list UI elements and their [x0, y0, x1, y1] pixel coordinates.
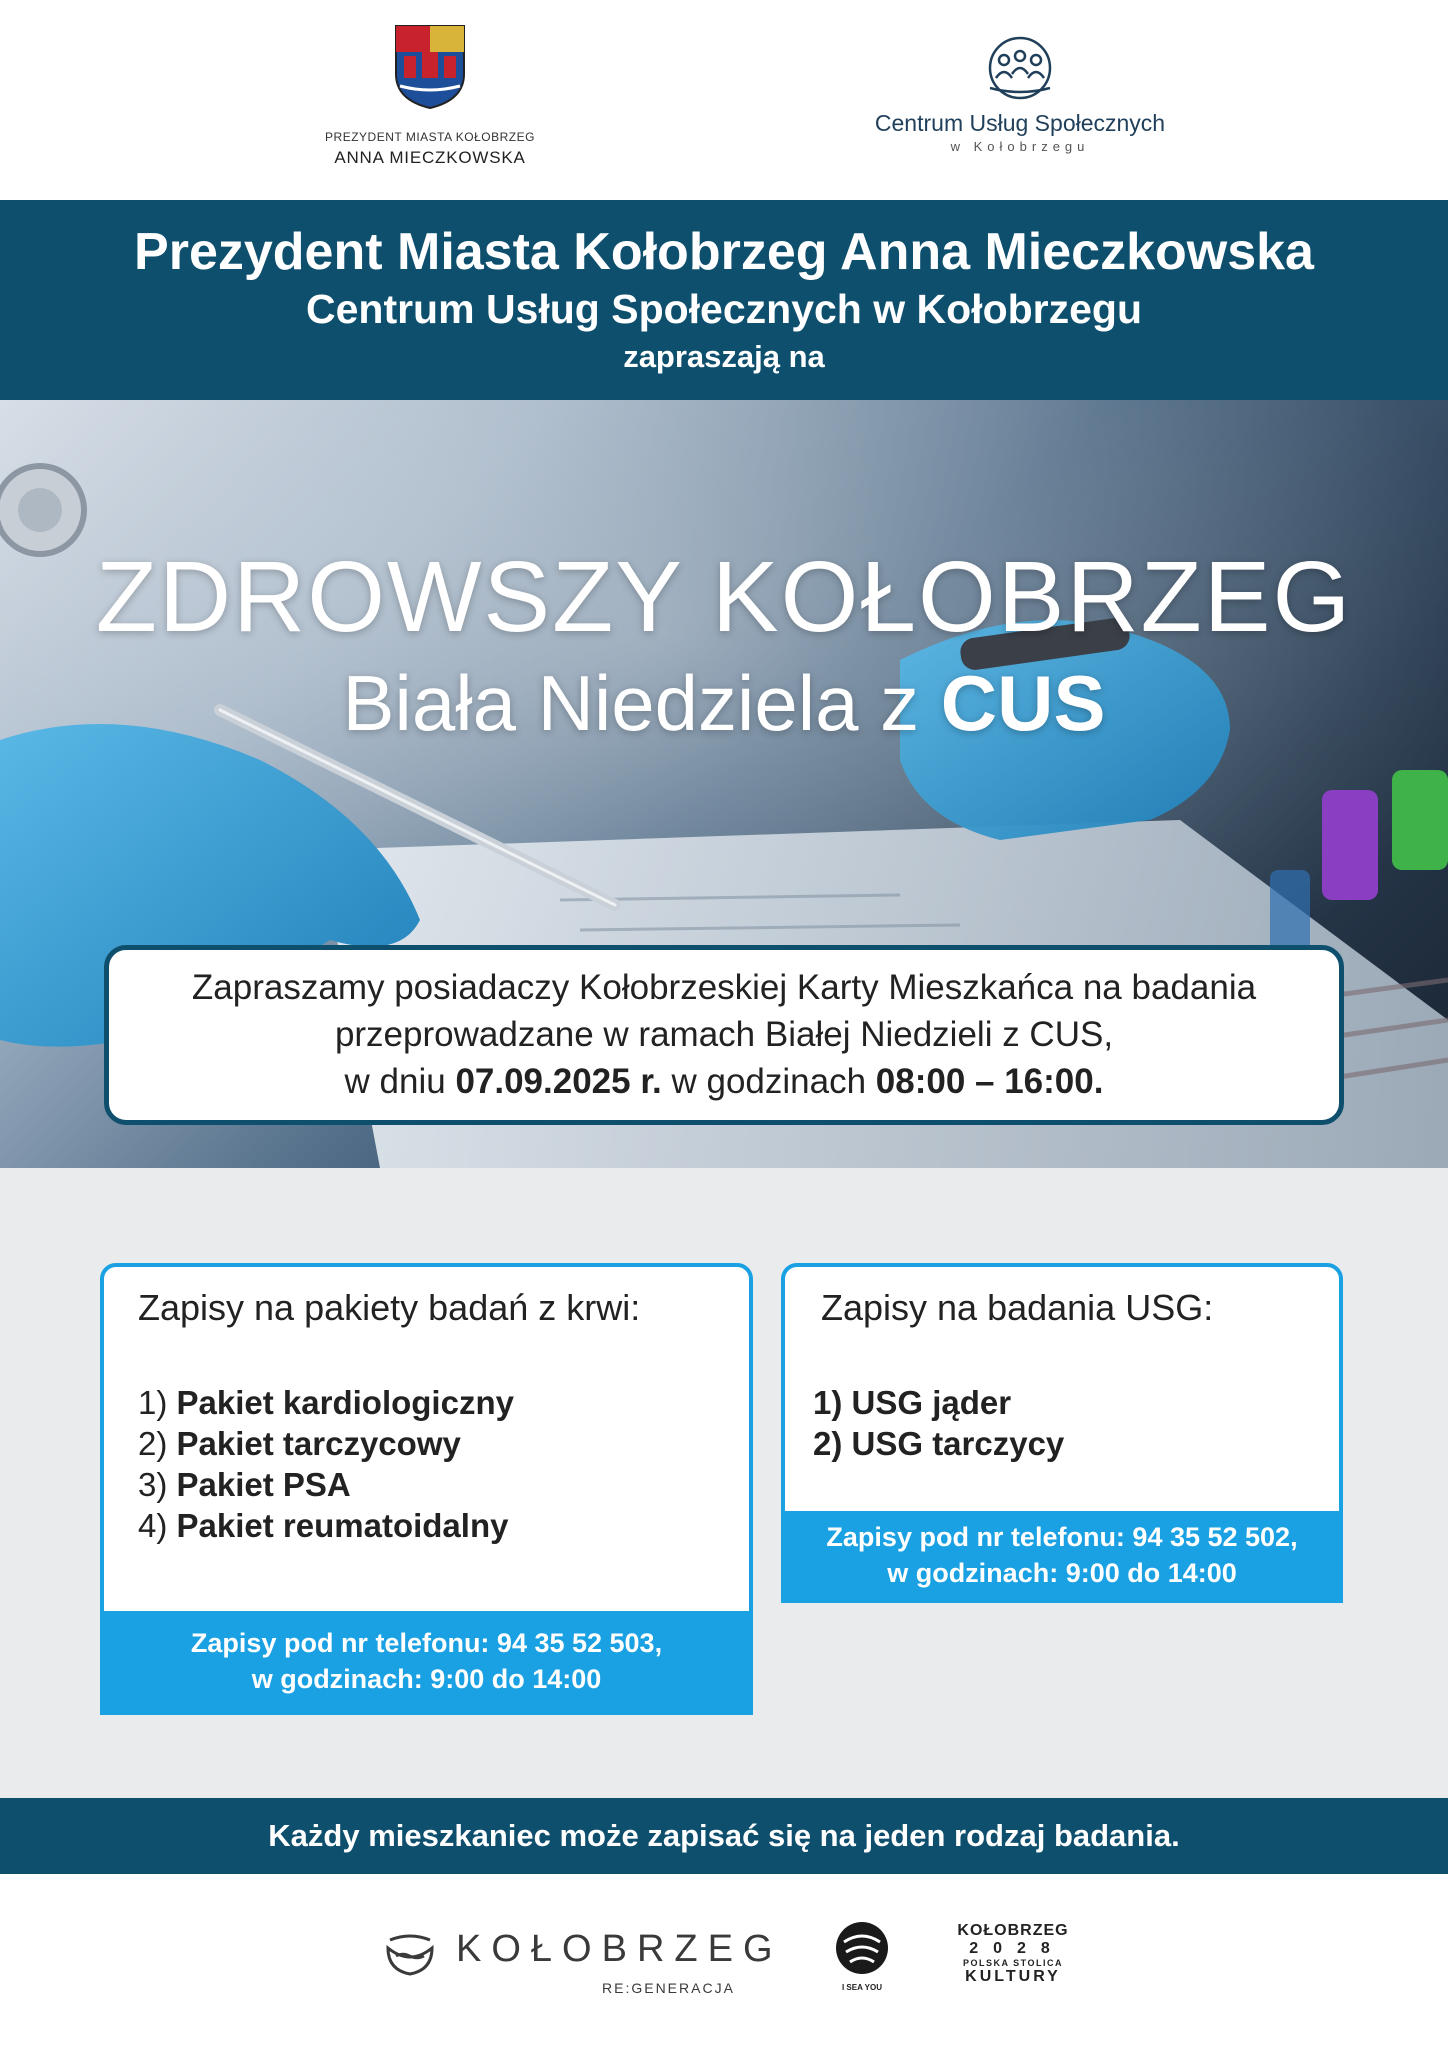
list-item-num: 4) — [138, 1507, 177, 1544]
hero-section — [0, 400, 1448, 1168]
blood-tests-hours: w godzinach: 9:00 do 14:00 — [251, 1664, 602, 1694]
header-organizer-1: Prezydent Miasta Kołobrzeg Anna Mieczkowska — [134, 223, 1314, 281]
cus-logo-line1: Centrum Usług Społecznych — [874, 110, 1166, 136]
people-circle-icon — [982, 36, 1058, 106]
header-invite: zapraszają na — [623, 339, 825, 374]
cus-logo — [860, 36, 1180, 154]
eye-waves-icon — [834, 1920, 890, 1976]
blood-tests-card — [100, 1263, 753, 1715]
list-item — [138, 1464, 514, 1505]
president-logo — [320, 22, 540, 168]
invite-date: 07.09.2025 r. — [455, 1062, 662, 1101]
list-item-num: 3) — [138, 1466, 177, 1503]
usg-list — [813, 1382, 1064, 1464]
list-item — [813, 1382, 1064, 1423]
usg-phone: Zapisy pod nr telefonu: 94 35 52 502, — [826, 1522, 1298, 1552]
invite-line3-prefix: w dniu — [344, 1062, 456, 1101]
registration-section — [0, 1168, 1448, 1798]
president-logo-line1: PREZYDENT MIASTA KOŁOBRZEG — [325, 130, 535, 144]
waves-badge-icon — [384, 1926, 436, 1978]
list-item-label: Pakiet kardiologiczny — [176, 1384, 514, 1421]
city-crest-icon — [392, 22, 468, 110]
event-subtitle — [0, 658, 1448, 749]
usg-hours: w godzinach: 9:00 do 14:00 — [887, 1558, 1237, 1588]
usg-contact — [785, 1511, 1339, 1599]
kolobrzeg-subtitle: RE:GENERACJA — [602, 1980, 735, 1996]
list-item-num: 2) — [138, 1425, 177, 1462]
list-item — [138, 1505, 514, 1546]
i-sea-you-text: I SEA YOU — [841, 1983, 882, 1992]
list-item — [813, 1423, 1064, 1464]
invite-line2: przeprowadzane w ramach Białej Niedzieli z CUS, — [334, 1015, 1114, 1054]
list-item — [138, 1423, 514, 1464]
notice-band: Każdy mieszkaniec może zapisać się na jeden rodzaj badania. — [0, 1798, 1448, 1874]
blood-tests-list — [138, 1382, 514, 1546]
cus-logo-line2: w Kołobrzegu — [950, 139, 1090, 154]
header-organizer-2: Centrum Usług Społecznych w Kołobrzegu — [305, 286, 1142, 332]
list-item-num: 1) — [138, 1384, 177, 1421]
top-logos — [0, 0, 1448, 200]
invite-line3 — [109, 1058, 1339, 1105]
president-logo-line2: ANNA MIECZKOWSKA — [334, 148, 526, 167]
list-item-label: Pakiet tarczycowy — [176, 1425, 461, 1462]
list-item-label: Pakiet reumatoidalny — [176, 1507, 509, 1544]
footer-logos — [0, 1874, 1448, 2048]
blood-tests-contact — [104, 1611, 749, 1711]
event-title: ZDROWSZY KOŁOBRZEG — [95, 541, 1353, 653]
invite-line1: Zapraszamy posiadaczy Kołobrzeskiej Karty Mieszkańca na badania — [191, 968, 1257, 1007]
kolobrzeg-wordmark: KOŁOBRZEG — [456, 1928, 783, 1970]
header-band — [0, 200, 1448, 400]
culture-capital-line3: POLSKA STOLICA — [962, 1958, 1063, 1968]
culture-capital-year: 2028 — [969, 1940, 1065, 1957]
kolobrzeg-logo — [384, 1926, 783, 1996]
invite-hours: 08:00 – 16:00. — [875, 1062, 1104, 1101]
list-item-label: Pakiet PSA — [176, 1466, 351, 1503]
blood-tests-title: Zapisy na pakiety badań z krwi: — [138, 1287, 641, 1328]
culture-capital-city: KOŁOBRZEG — [957, 1922, 1069, 1939]
blood-tests-phone: Zapisy pod nr telefonu: 94 35 52 503, — [190, 1628, 663, 1658]
culture-capital-logo — [948, 1922, 1078, 1986]
usg-title: Zapisy na badania USG: — [821, 1287, 1214, 1328]
culture-capital-line4: KULTURY — [965, 1968, 1061, 1985]
event-subtitle-prefix: Biała Niedziela z — [342, 659, 941, 747]
invite-box — [104, 945, 1344, 1125]
list-item — [138, 1382, 514, 1423]
invite-line3-mid: w godzinach — [661, 1062, 876, 1101]
list-item-label: 1) USG jąder — [813, 1384, 1012, 1421]
event-subtitle-bold: CUS — [940, 659, 1106, 747]
i-sea-you-logo — [830, 1920, 894, 1992]
list-item-label: 2) USG tarczycy — [813, 1425, 1065, 1462]
usg-card — [781, 1263, 1343, 1603]
